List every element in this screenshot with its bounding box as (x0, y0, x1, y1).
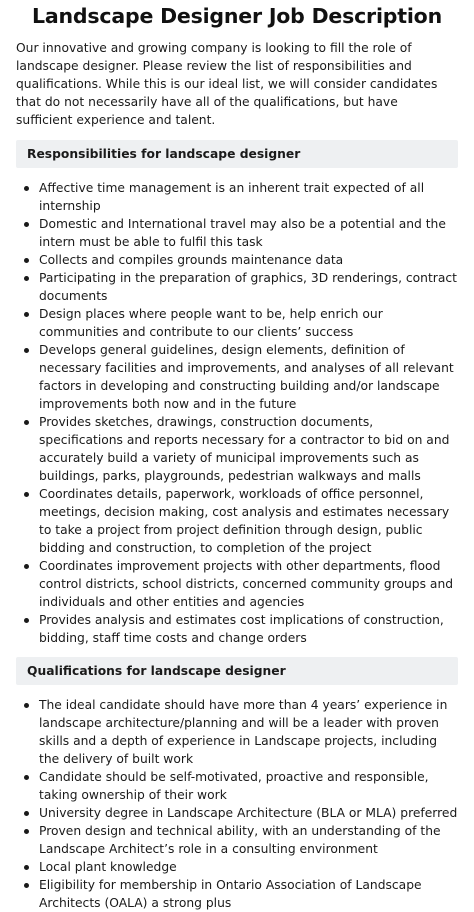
responsibility-item (16, 215, 458, 251)
responsibility-item-text: Domestic and International travel may also be a potential and the intern must be able to fulfil this task (39, 217, 446, 249)
bullet-icon (24, 276, 29, 281)
bullet-icon (24, 811, 29, 816)
qualification-item (16, 876, 458, 912)
qualification-item (16, 768, 458, 804)
responsibility-item-text: Participating in the preparation of graphics, 3D renderings, contract documents (39, 271, 457, 303)
responsibility-item-text: Provides analysis and estimates cost implications of construction, bidding, staff time costs and change orders (39, 613, 444, 645)
qualifications-heading: Qualifications for landscape designer (16, 657, 458, 685)
bullet-icon (24, 348, 29, 353)
qualification-item-text: Proven design and technical ability, with an understanding of the Landscape Architect’s role in a consulting environment (39, 824, 441, 856)
intro-paragraph: Our innovative and growing company is looking to fill the role of landscape designer. Please review the list of responsibilities and qualifications. While this is our ideal list, we will consider candidates that do not necessarily have all of the qualifications, but have sufficient experience and talent. (16, 41, 438, 127)
qualification-item (16, 696, 458, 768)
bullet-icon (24, 618, 29, 623)
responsibility-item (16, 413, 458, 485)
qualification-item-text: Eligibility for membership in Ontario Association of Landscape Architects (OALA) a strong plus (39, 878, 422, 910)
responsibility-item-text: Coordinates improvement projects with other departments, flood control districts, school districts, concerned community groups and individuals and other entities and agencies (39, 559, 454, 609)
responsibility-item-text: Design places where people want to be, help enrich our communities and contribute to our clients’ success (39, 307, 383, 339)
responsibility-item (16, 305, 458, 341)
qualification-item-text: Local plant knowledge (39, 860, 177, 874)
responsibility-item-text: Provides sketches, drawings, construction documents, specifications and reports necessary for a contractor to bid on and accurately build a variety of municipal improvements such as buildings, parks, playgrounds, pedestrian walkways and malls (39, 415, 450, 483)
bullet-icon (24, 312, 29, 317)
responsibilities-heading: Responsibilities for landscape designer (16, 140, 458, 168)
qualification-item-text: University degree in Landscape Architecture (BLA or MLA) preferred (39, 806, 458, 820)
qualification-item (16, 822, 458, 858)
qualification-item-text: The ideal candidate should have more than 4 years’ experience in landscape architecture/planning and will be a leader with proven skills and a depth of experience in Landscape projects, including the delivery of built work (39, 698, 448, 766)
qualification-item (16, 804, 458, 822)
bullet-icon (24, 775, 29, 780)
bullet-icon (24, 222, 29, 227)
qualifications-list (16, 696, 458, 912)
responsibility-item (16, 341, 458, 413)
qualification-item-text: Candidate should be self-motivated, proactive and responsible, taking ownership of their work (39, 770, 429, 802)
page-title: Landscape Designer Job Description (32, 4, 442, 28)
responsibility-item-text: Develops general guidelines, design elements, definition of necessary facilities and improvements, and analyses of all relevant factors in developing and constructing building and/or landscape improvements both now and in the future (39, 343, 454, 411)
responsibility-item (16, 251, 458, 269)
bullet-icon (24, 258, 29, 263)
responsibility-item-text: Coordinates details, paperwork, workloads of office personnel, meetings, decision making, cost analysis and estimates necessary to take a project from project definition through design, public bidding and construction, to completion of the project (39, 487, 450, 555)
qualification-item (16, 858, 458, 876)
bullet-icon (24, 564, 29, 569)
bullet-icon (24, 420, 29, 425)
bullet-icon (24, 492, 29, 497)
responsibility-item (16, 179, 458, 215)
bullet-icon (24, 829, 29, 834)
responsibility-item-text: Collects and compiles grounds maintenance data (39, 253, 344, 267)
responsibility-item (16, 557, 458, 611)
responsibility-item (16, 611, 458, 647)
responsibility-item-text: Affective time management is an inherent trait expected of all internship (39, 181, 425, 213)
bullet-icon (24, 865, 29, 870)
responsibility-item (16, 485, 458, 557)
responsibility-item (16, 269, 458, 305)
responsibilities-list (16, 179, 458, 647)
bullet-icon (24, 186, 29, 191)
bullet-icon (24, 883, 29, 888)
bullet-icon (24, 703, 29, 708)
